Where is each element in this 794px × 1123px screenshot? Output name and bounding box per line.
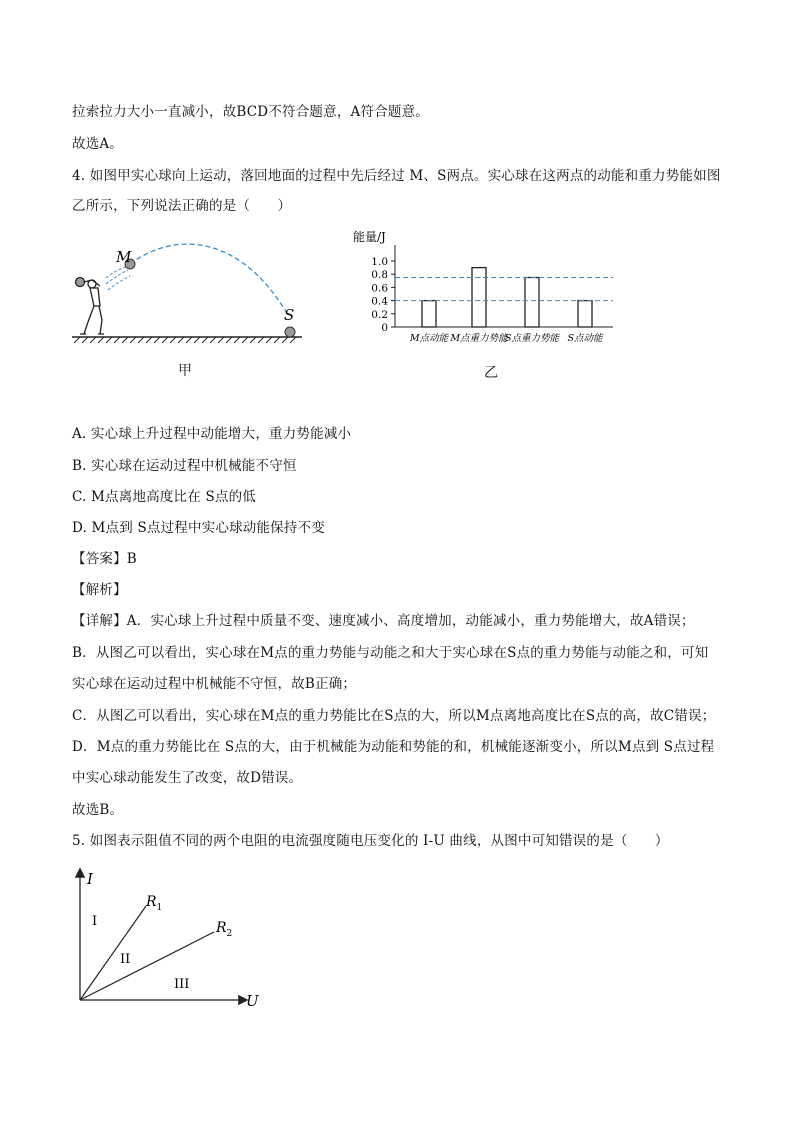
detail-line: 故选B。 bbox=[72, 802, 124, 818]
detail-line: 【详解】A．实心球上升过程中质量不变、速度减小、高度增加，动能减小，重力势能增大，故A错误； bbox=[72, 613, 695, 629]
question-4-stem: 4. 如图甲实心球向上运动，落回地面的过程中先后经过 M、S两点。实心球在这两点的动能和重力势能如图 bbox=[72, 168, 721, 184]
ball-at-s bbox=[285, 327, 295, 337]
r1-line bbox=[80, 906, 146, 1000]
point-m-label: M bbox=[116, 248, 132, 266]
r2-label: $R_2$ bbox=[216, 920, 233, 939]
detail-line: 中实心球动能发生了改变，故D错误。 bbox=[72, 770, 303, 786]
text-line: 拉索拉力大小一直减小，故BCD不符合题意，A符合题意。 bbox=[72, 104, 429, 120]
point-s-label: S bbox=[284, 306, 295, 324]
figure-jia bbox=[66, 240, 316, 350]
r2-line bbox=[80, 932, 214, 1000]
figure-caption-jia: 甲 bbox=[178, 363, 192, 379]
detail-line: C．从图乙可以看出，实心球在M点的重力势能比在S点的大，所以M点离地高度比在S点的高，故C错误； bbox=[72, 708, 716, 724]
trajectory-curve bbox=[130, 244, 288, 315]
question-5-stem: 5. 如图表示阻值不同的两个电阻的电流强度随电压变化的 I-U 曲线，从图中可知错误的是（ ） bbox=[72, 833, 669, 849]
y-tick-label: 0.4 bbox=[371, 295, 388, 308]
x-category-label: S点重力势能 bbox=[504, 333, 560, 344]
region-i-label: I bbox=[92, 914, 98, 929]
detail-line: D．M点的重力势能比在 S点的大，由于机械能为动能和势能的和，机械能逐渐变小，所以M点到 S点过程 bbox=[72, 739, 715, 755]
option-d: D. M点到 S点过程中实心球动能保持不变 bbox=[72, 520, 325, 536]
iu-graph bbox=[66, 862, 276, 1012]
x-category-label: S点动能 bbox=[567, 333, 603, 344]
i-axis-label: I bbox=[87, 870, 93, 888]
athlete-figure bbox=[76, 278, 105, 335]
text-line: 故选A。 bbox=[72, 136, 124, 152]
y-tick-label: 1.0 bbox=[371, 256, 388, 268]
analysis-label: 【解析】 bbox=[72, 582, 127, 598]
detail-line: 实心球在运动过程中机械能不守恒，故B正确； bbox=[72, 676, 357, 692]
bar bbox=[472, 268, 486, 327]
bar bbox=[525, 278, 539, 328]
x-category-label: M点动能 bbox=[409, 333, 449, 344]
y-tick-label: 0.8 bbox=[371, 269, 388, 282]
option-b: B. 实心球在运动过程中机械能不守恒 bbox=[72, 458, 297, 474]
u-axis-label: U bbox=[246, 992, 259, 1010]
option-c: C. M点离地高度比在 S点的低 bbox=[72, 489, 256, 505]
y-axis-label: 能量/J bbox=[353, 230, 386, 244]
answer-label: 【答案】B bbox=[72, 551, 137, 567]
y-tick-label: 0.2 bbox=[371, 308, 388, 321]
detail-line: B．从图乙可以看出，实心球在M点的重力势能与动能之和大于实心球在S点的重力势能与动能之和，可知 bbox=[72, 645, 709, 661]
figure-caption-yi: 乙 bbox=[484, 365, 498, 381]
bar bbox=[578, 301, 592, 327]
bar bbox=[422, 301, 436, 327]
energy-bar-chart bbox=[345, 225, 630, 350]
question-4-stem-cont: 乙所示，下列说法正确的是（ ） bbox=[72, 198, 292, 214]
option-a: A. 实心球上升过程中动能增大，重力势能减小 bbox=[72, 426, 352, 442]
x-category-label: M点重力势能 bbox=[450, 333, 508, 344]
y-tick-label: 0 bbox=[381, 322, 388, 334]
region-iii-label: III bbox=[174, 977, 190, 992]
ground-hatch bbox=[74, 337, 296, 343]
y-tick-label: 0.6 bbox=[371, 282, 388, 295]
r1-label: $R_1$ bbox=[146, 894, 163, 913]
motion-lines bbox=[106, 266, 130, 290]
region-ii-label: II bbox=[120, 952, 131, 967]
